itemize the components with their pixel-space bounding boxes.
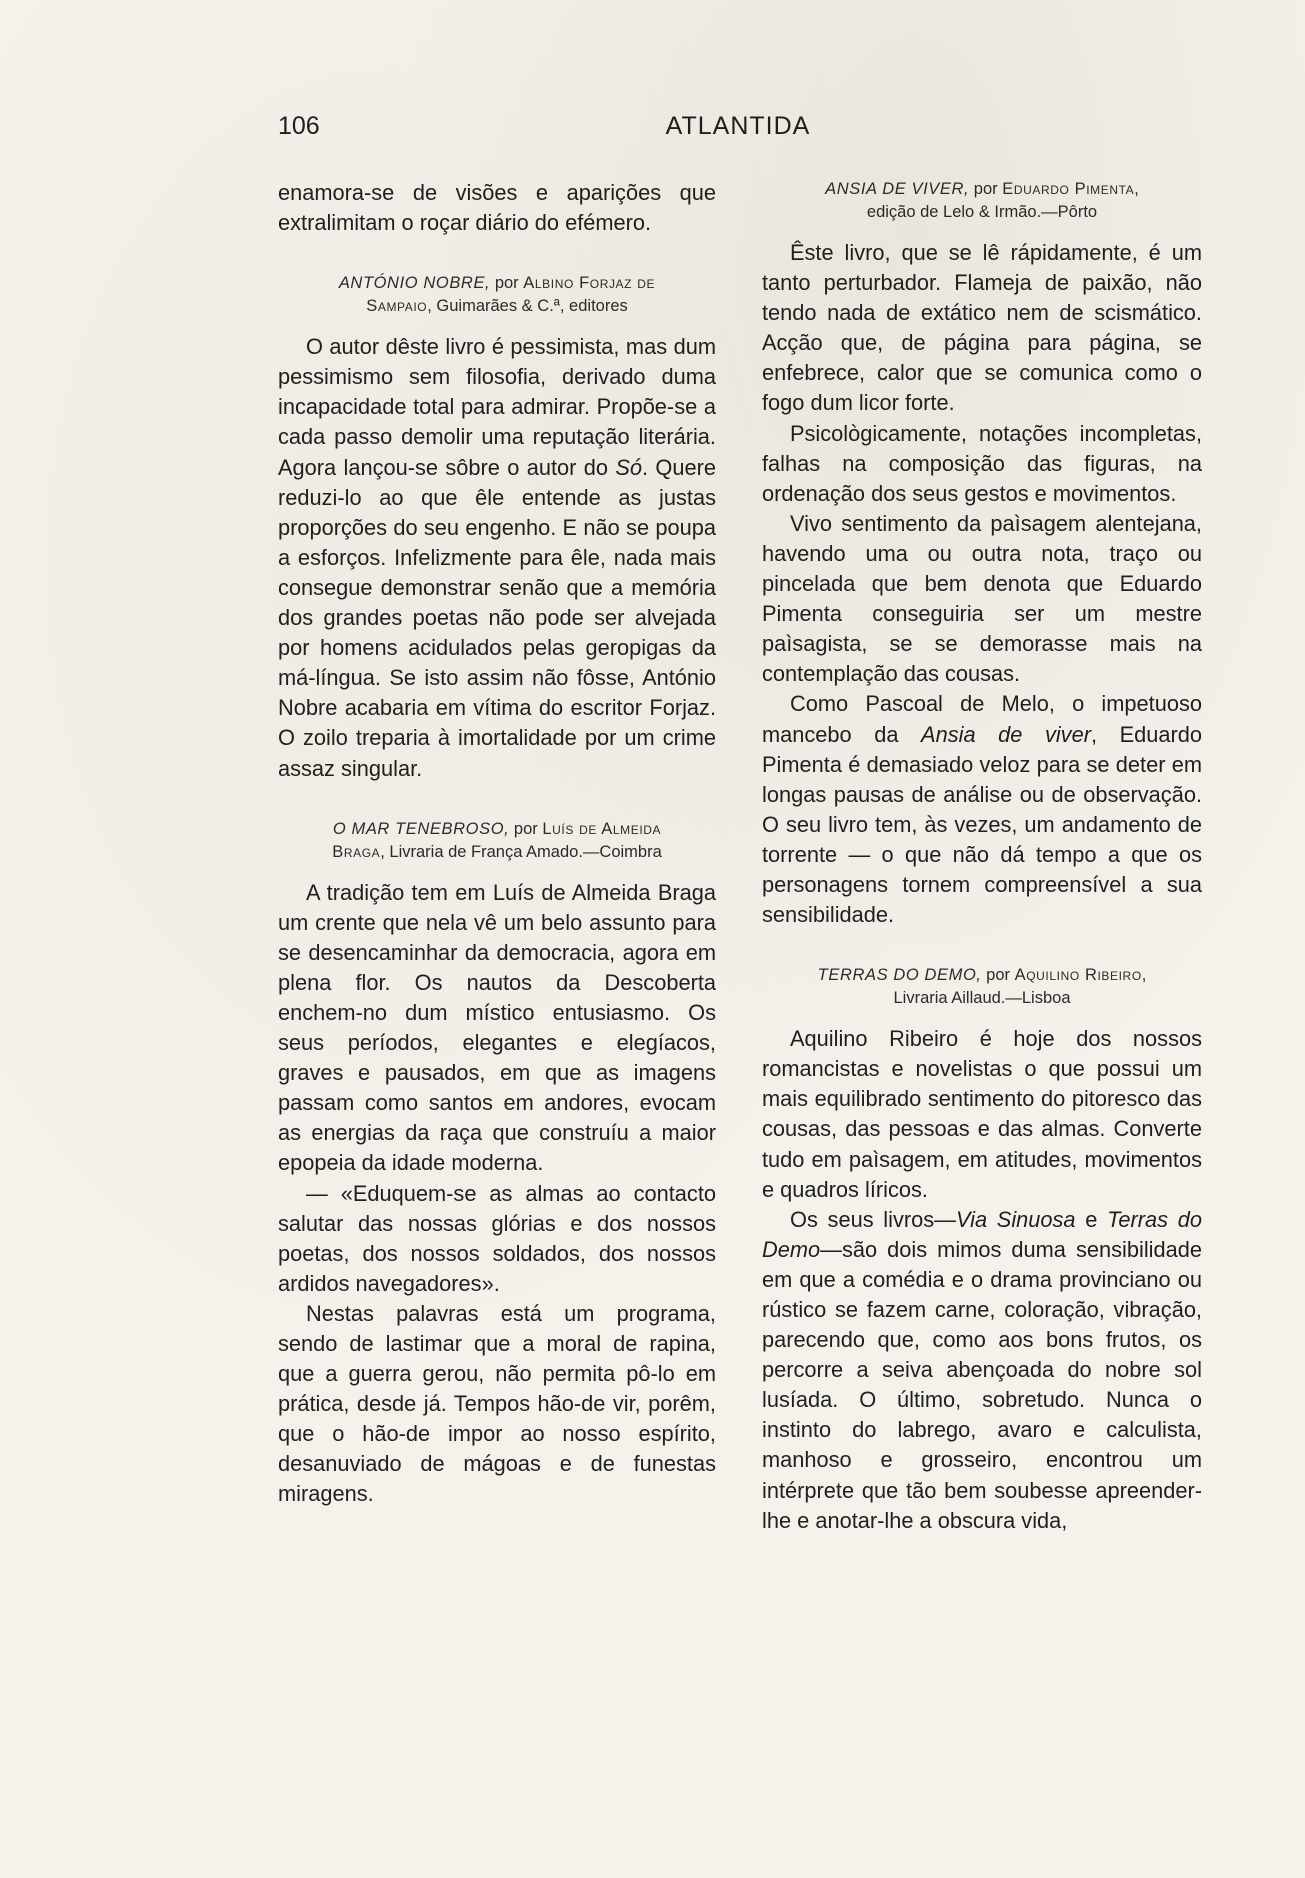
review-author: Luís de Almeida — [542, 819, 662, 838]
review-paragraph: Nestas palavras está um programa, sendo de lastimar que a moral de rapina, que a guerra gerou, não permita pô-lo em prática, desde já. Tempos hão-de vir, porêm, que o hão-de impor ao nosso espírito, desanuviado de mágoas e de funestas miragens. — [278, 1300, 716, 1507]
review-book-title: TERRAS DO DEMO, — [817, 966, 982, 985]
review-author: Aquilino Ribeiro — [1014, 966, 1142, 985]
review-paragraph: O autor dêste livro é pessimista, mas dum pessimismo sem filosofia, derivado duma incapacidade total para admirar. Propõe-se a cada passo demolir uma reputação literária. Agora lançou-se sôbre o autor do Só. Quere reduzi-lo ao que êle entende as justas proporções do seu engenho. E não se poupa a esforços. Infelizmente para êle, nada mais consegue demonstrar senão que a memória dos grandes poetas não pode ser alvejada por homens acidulados pelas geropigas da má-língua. Se isto assim não fôsse, António Nobre acabaria em vítima do escritor Forjaz. O zoilo treparia à imortalidade por um crime assaz singular. — [278, 334, 716, 781]
review-author: Albino Forjaz de — [523, 274, 656, 293]
review-paragraph: Vivo sentimento da paìsagem alentejana, havendo uma ou outra nota, traço ou pincelada que bem denota que Eduardo Pimenta conseguiria ser um mestre paìsagista, se se demorasse mais na contemplação das cousas. — [762, 510, 1202, 687]
review-paragraph: Êste livro, que se lê rápidamente, é um tanto perturbador. Flameja de paixão, não tendo nada de extático nem de scismático. Acção que, de página para página, se enfebrece, calor que se comunica como o fogo dum licor forte. — [762, 240, 1202, 416]
page-header — [278, 112, 1198, 152]
intro-paragraph: enamora-se de visões e aparições que extralimitam o roçar diário do efémero. — [278, 180, 716, 236]
review-paragraph: Aquilino Ribeiro é hoje dos nossos romancistas e novelistas o que possui um mais equilibrado sentimento do pitoresco das cousas, das pessoas e das almas. Converte tudo em paìsagem, em atitudes, movimentos e quadros líricos. — [762, 1026, 1202, 1202]
review-publisher: , Guimarães & C.ª, editores — [427, 297, 628, 316]
review-publisher: Livraria Aillaud.—Lisboa — [893, 989, 1071, 1008]
review-heading-terras-do-demo: TERRAS DO DEMO, por Aquilino Ribeiro, Livraria Aillaud.—Lisboa — [762, 964, 1202, 1010]
review-book-title: ANSIA DE VIVER, — [825, 180, 970, 198]
review-heading-antonio-nobre: ANTÓNIO NOBRE, por Albino Forjaz de Sampaio, Guimarães & C.ª, editores — [338, 274, 656, 316]
review-book-title: O MAR TENEBROSO, — [332, 819, 510, 838]
review-paragraph: Os seus livros—Via Sinuosa e Terras do Demo—são dois mimos duma sensibilidade em que a comédia e o drama provinciano ou rústico se fazem carne, coloração, vibração, parecendo que, como aos bons frutos, os percorre a seiva abençoada do nobre sol lusíada. O último, sobretudo. Nunca o instinto do labrego, avaro e calculista, manhoso e grosseiro, encontrou um intérprete que tão bem soubesse apreender-lhe e anotar-lhe a obscura vida, — [762, 1206, 1203, 1533]
review-heading-o-mar-tenebroso: O MAR TENEBROSO, por Luís de Almeida Braga, Livraria de França Amado.—Coimbra — [332, 819, 662, 861]
page-number: 106 — [278, 112, 320, 140]
review-publisher: edição de Lelo & Irmão.—Pôrto — [866, 203, 1098, 221]
running-title: ATLANTIDA — [665, 112, 811, 140]
review-author: Eduardo Pimenta — [1002, 180, 1135, 198]
left-column — [278, 178, 716, 1510]
review-publisher: , Livraria de França Amado.—Coimbra — [380, 842, 662, 861]
review-book-title: ANTÓNIO NOBRE, — [338, 274, 491, 293]
review-paragraph: Como Pascoal de Melo, o impetuoso mancebo da Ansia de viver, Eduardo Pimenta é demasiado veloz para se deter em longas pausas de análise ou de observação. O seu livro tem, às vezes, um andamento de torrente — o que não dá tempo a que os personagens tornem compreensível a sua sensibilidade. — [762, 691, 1202, 928]
review-paragraph: — «Eduquem-se as almas ao contacto salutar das nossas glórias e dos nossos poetas, dos nossos soldados, dos nossos ardidos navegadores». — [278, 1180, 716, 1296]
review-heading-ansia-de-viver: ANSIA DE VIVER, por Eduardo Pimenta, edição de Lelo & Irmão.—Pôrto — [762, 178, 1202, 224]
review-paragraph: A tradição tem em Luís de Almeida Braga um crente que nela vê um belo assunto para se desencaminhar da democracia, agora em plena flor. Os nautos da Descoberta enchem-no dum místico entusiasmo. Os seus períodos, elegantes e elegíacos, graves e pausados, em que as imagens passam como santos em andores, evocam as energias da raça que construíu a maior epopeia da idade moderna. — [278, 879, 716, 1176]
right-column — [762, 178, 1202, 1536]
review-paragraph: Psicològicamente, notações incompletas, falhas na composição das figuras, na ordenação dos seus gestos e movimentos. — [762, 420, 1202, 506]
